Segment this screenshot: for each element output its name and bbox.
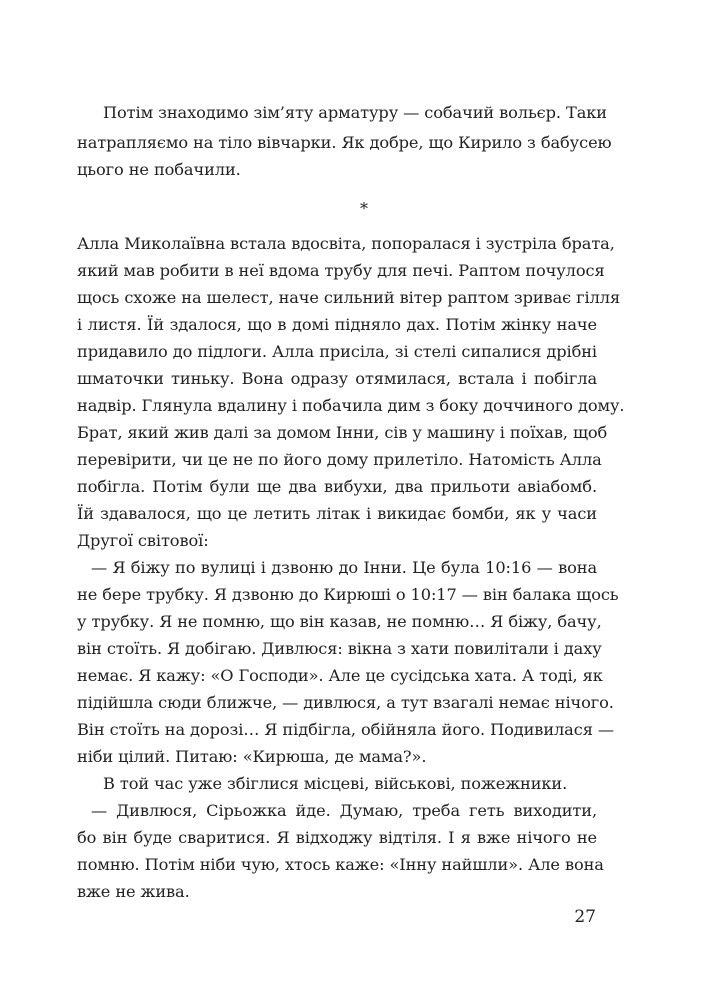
text-line: Другої світової: <box>77 531 209 550</box>
text-line: перевірити, чи це не по його дому прилетіло. Натомість Алла <box>77 450 602 469</box>
text-line: бо він буде сваритися. Я відходжу відтіля. І я вже нічого не <box>77 828 597 847</box>
text-line: підійшла сюди ближче, — дивлюся, а тут взагалі немає нічого. <box>77 693 614 712</box>
text-line: В той час уже збіглися місцеві, військові, пожежники. <box>103 774 568 793</box>
text-line: він стоїть. Я добігаю. Дивлюся: вікна з хати повилітали і даху <box>77 639 602 658</box>
text-line: цього не побачили. <box>77 160 241 179</box>
text-line: Алла Миколаївна встала вдосвіта, попоралася і зустріла брата, <box>77 234 615 253</box>
text-line: Потім знаходимо зім’яту арматуру — собачий вольєр. Таки <box>103 103 607 122</box>
text-line: який мав робити в неї вдома трубу для печі. Раптом почулося <box>77 261 605 280</box>
text-line: — Я біжу по вулиці і дзвоню до Інни. Це була 10:16 — вона <box>91 558 597 577</box>
text-line: шматочки тиньку. Вона одразу отямилася, встала і побігла <box>77 369 597 388</box>
text-line: побігла. Потім були ще два вибухи, два прильоти авіабомб. <box>77 477 597 496</box>
section-separator: * <box>360 199 368 218</box>
text-line: Брат, який жив далі за домом Інни, сів у машину і поїхав, щоб <box>77 423 608 442</box>
text-line: Їй здавалося, що це летить літак і викидає бомби, як у часи <box>77 504 597 523</box>
text-line: немає. Я кажу: «О Господи». Але це сусідська хата. А тоді, як <box>77 666 603 685</box>
text-line: щось схоже на шелест, наче сильний вітер раптом зриває гілля <box>77 288 621 307</box>
page-number: 27 <box>574 907 596 927</box>
text-line: надвір. Глянула вдалину і побачила дим з боку доччиного дому. <box>77 396 625 415</box>
text-line: не бере трубку. Я дзвоню до Кирюші о 10:17 — він балака щось <box>77 585 619 604</box>
text-line: ніби цілий. Питаю: «Кирюша, де мама?». <box>77 747 427 766</box>
text-line: помню. Потім ніби чую, хтось каже: «Інну найшли». Але вона <box>77 855 604 874</box>
text-line: і листя. Їй здалося, що в домі підняло дах. Потім жінку наче <box>77 315 597 334</box>
text-line: у трубку. Я не помню, що він казав, не помню… Я біжу, бачу, <box>77 612 602 631</box>
text-line: придавило до підлоги. Алла присіла, зі стелі сипалися дрібні <box>77 342 597 361</box>
text-line: — Дивлюся, Сірьожка йде. Думаю, треба геть виходити, <box>91 801 597 820</box>
text-line: натрапляємо на тіло вівчарки. Як добре, що Кирило з бабусею <box>77 133 612 152</box>
text-line: вже не жива. <box>77 882 190 901</box>
text-line: Він стоїть на дорозі… Я підбігла, обійняла його. Подивилася — <box>77 720 614 739</box>
